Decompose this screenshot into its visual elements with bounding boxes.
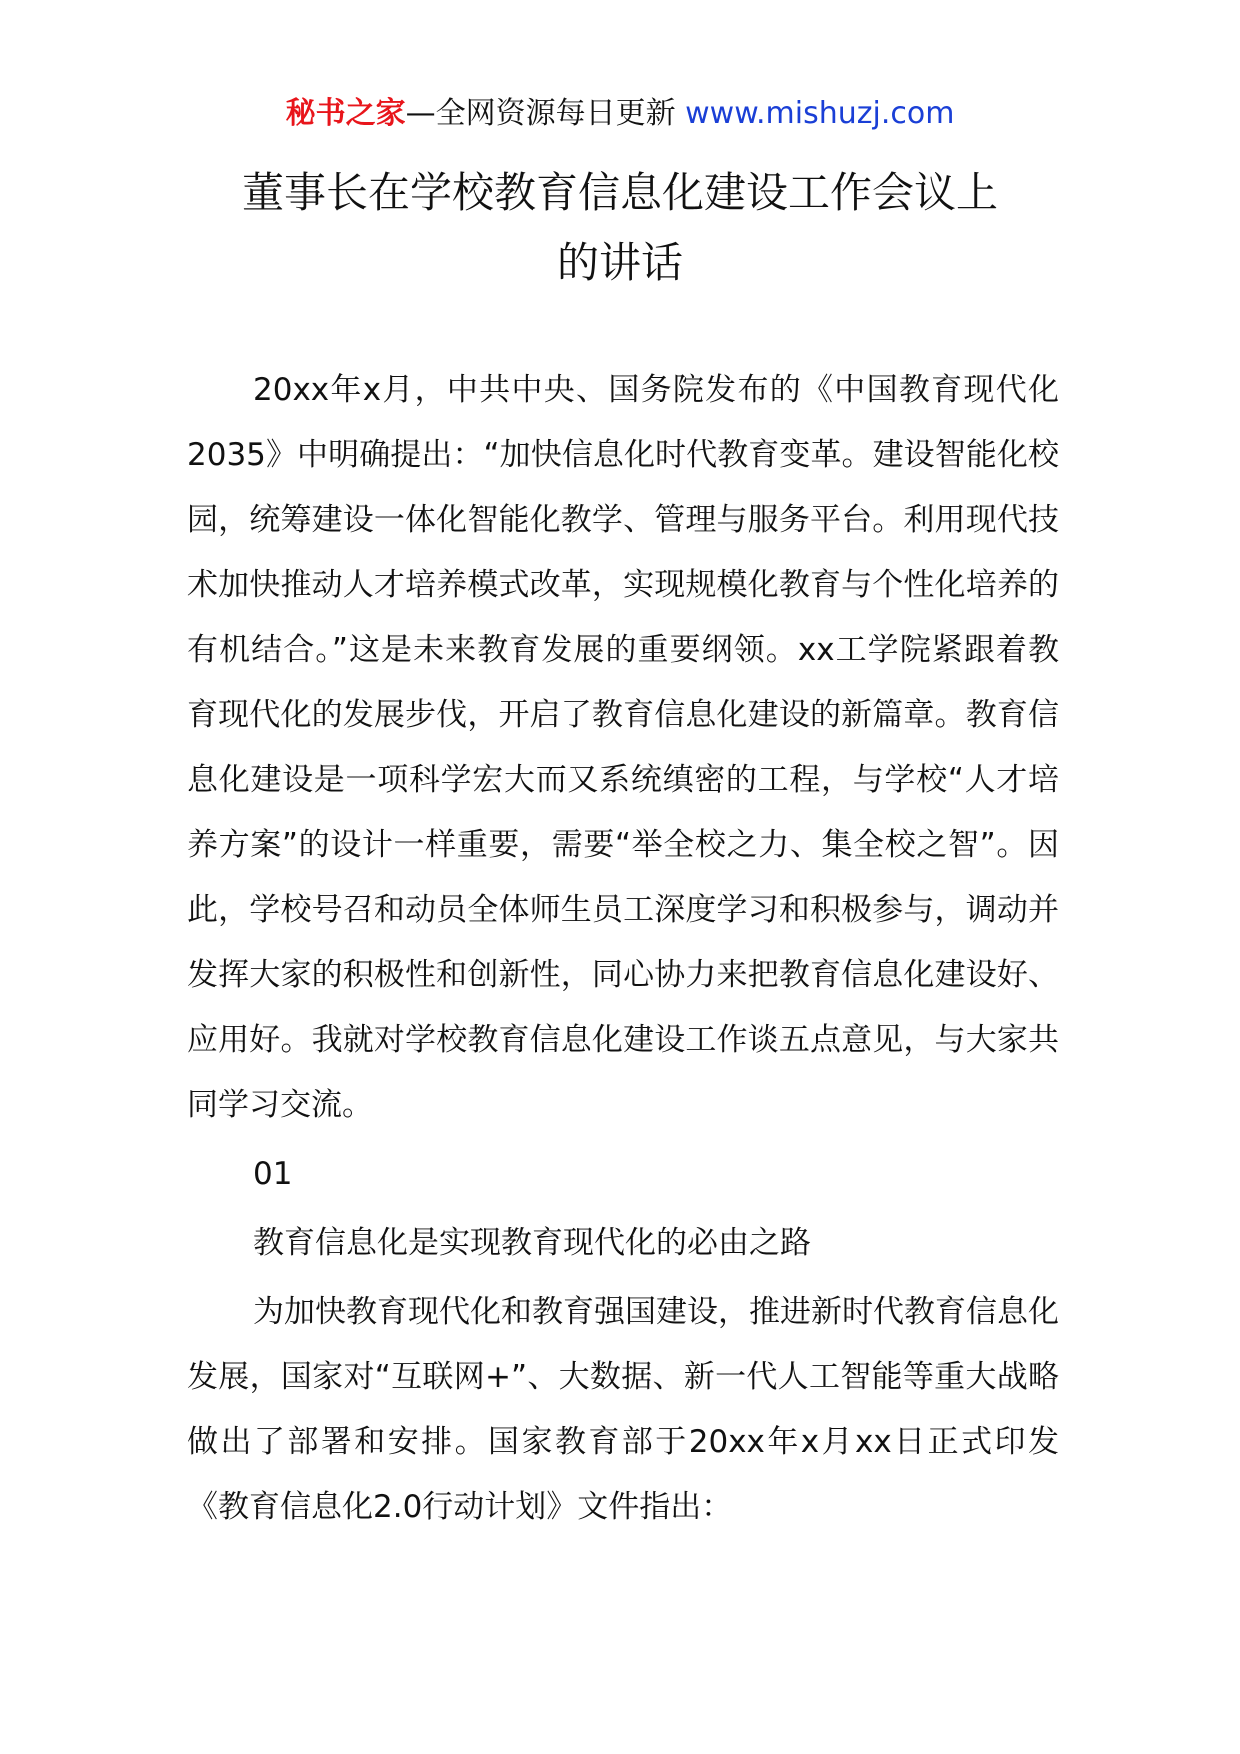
document-body (187, 358, 1059, 1544)
section-number: 01 (253, 1156, 293, 1192)
header-tagline: —全网资源每日更新 (405, 96, 686, 131)
document-title (180, 158, 1060, 298)
section-paragraph: 为加快教育现代化和教育强国建设，推进新时代教育信息化发展，国家对“互联网+”、大数据、新一代人工智能等重大战略做出了部署和安排。国家教育部于20xx年x月xx日正式印发《教育信息化2.0行动计划》文件指出： (187, 1294, 1059, 1525)
brand-name: 秘书之家 (285, 96, 406, 131)
section-heading: 教育信息化是实现教育现代化的必由之路 (253, 1225, 811, 1261)
site-url-link[interactable]: www.mishuzj.com (685, 96, 955, 131)
title-line-2: 的讲话 (556, 238, 683, 287)
title-line-1: 董事长在学校教育信息化建设工作会议上 (241, 168, 998, 217)
site-watermark-header (0, 92, 1240, 136)
intro-paragraph: 20xx年x月，中共中央、国务院发布的《中国教育现代化2035》中明确提出：“加快信息化时代教育变革。建设智能化校园，统筹建设一体化智能化教学、管理与服务平台。利用现代技术加快推动人才培养模式改革，实现规模化教育与个性化培养的有机结合。”这是未来教育发展的重要纲领。xx工学院紧跟着教育现代化的发展步伐，开启了教育信息化建设的新篇章。教育信息化建设是一项科学宏大而又系统缜密的工程，与学校“人才培养方案”的设计一样重要，需要“举全校之力、集全校之智”。因此，学校号召和动员全体师生员工深度学习和积极参与，调动并发挥大家的积极性和创新性，同心协力来把教育信息化建设好、应用好。我就对学校教育信息化建设工作谈五点意见，与大家共同学习交流。 (187, 372, 1059, 1123)
